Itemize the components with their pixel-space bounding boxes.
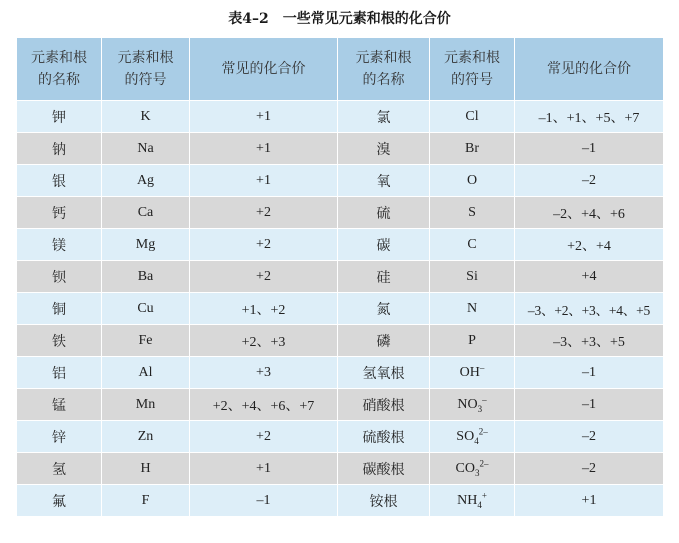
table-body (17, 101, 664, 517)
element-valence: +2、+4 (515, 229, 664, 261)
header-name: 元素和根 的名称 (17, 38, 102, 101)
element-valence: –3、+3、+5 (515, 325, 664, 357)
element-name: 氢氧根 (338, 357, 430, 389)
element-symbol: Ca (102, 197, 190, 229)
symbol-base: Br (465, 140, 479, 156)
table-row (17, 389, 664, 421)
element-symbol: Al (102, 357, 190, 389)
element-valence: +1 (515, 485, 664, 517)
element-name: 氟 (17, 485, 102, 517)
element-symbol: Zn (102, 421, 190, 453)
element-name: 钠 (17, 133, 102, 165)
element-symbol: K (102, 101, 190, 133)
element-valence: –2 (515, 453, 664, 485)
table-row (17, 197, 664, 229)
element-symbol (430, 485, 515, 517)
element-name: 氧 (338, 165, 430, 197)
element-name: 碳 (338, 229, 430, 261)
symbol-base: Cl (465, 108, 479, 124)
symbol-base: O (466, 172, 478, 188)
table-row (17, 165, 664, 197)
table-row (17, 261, 664, 293)
element-name: 氯 (338, 101, 430, 133)
element-name: 铜 (17, 293, 102, 325)
symbol-base: S (468, 204, 476, 220)
element-symbol: H (102, 453, 190, 485)
element-symbol: Mn (102, 389, 190, 421)
symbol-superscript: 2– (478, 425, 488, 436)
table-title: 一些常见元素和根的化合价 (282, 11, 451, 27)
element-valence: +2 (190, 229, 338, 261)
element-symbol (430, 357, 515, 389)
element-valence: –2 (515, 165, 664, 197)
element-valence: +1 (190, 165, 338, 197)
table-row (17, 101, 664, 133)
header-valence: 常见的化合价 (515, 38, 664, 101)
symbol-base: N (466, 300, 478, 316)
table-row (17, 421, 664, 453)
element-name: 银 (17, 165, 102, 197)
symbol-superscript: – (479, 361, 485, 372)
symbol-base: Si (466, 268, 478, 284)
element-symbol (430, 133, 515, 165)
table-row (17, 133, 664, 165)
table-row (17, 325, 664, 357)
element-valence: +2 (190, 261, 338, 293)
table-row (17, 357, 664, 389)
element-symbol: Fe (102, 325, 190, 357)
symbol-base: NO (457, 396, 478, 412)
element-symbol (430, 261, 515, 293)
element-valence: –1 (515, 133, 664, 165)
element-valence: +1 (190, 453, 338, 485)
element-valence: +1 (190, 101, 338, 133)
element-valence: +2 (190, 421, 338, 453)
element-name: 硅 (338, 261, 430, 293)
header-valence: 常见的化合价 (190, 38, 338, 101)
symbol-superscript: – (482, 393, 487, 404)
header-symbol: 元素和根 的符号 (430, 38, 515, 101)
element-name: 硫 (338, 197, 430, 229)
element-symbol (430, 197, 515, 229)
element-symbol (430, 453, 515, 485)
symbol-subscript: 4 (477, 499, 482, 510)
element-symbol: F (102, 485, 190, 517)
element-name: 硫酸根 (338, 421, 430, 453)
valence-table (16, 37, 664, 517)
symbol-base: OH (459, 364, 480, 380)
element-valence: –2 (515, 421, 664, 453)
table-row (17, 453, 664, 485)
element-name: 钙 (17, 197, 102, 229)
element-name: 镁 (17, 229, 102, 261)
table-caption (0, 8, 679, 28)
element-name: 磷 (338, 325, 430, 357)
symbol-subscript: 3 (474, 467, 480, 478)
header-symbol: 元素和根 的符号 (102, 38, 190, 101)
element-valence: –1 (515, 357, 664, 389)
element-symbol (430, 165, 515, 197)
element-symbol: Mg (102, 229, 190, 261)
element-symbol (430, 229, 515, 261)
element-symbol: Cu (102, 293, 190, 325)
element-name: 钡 (17, 261, 102, 293)
element-valence: –1、+1、+5、+7 (515, 101, 664, 133)
element-name: 氢 (17, 453, 102, 485)
symbol-base: SO (456, 428, 475, 444)
element-valence: –1 (515, 389, 664, 421)
element-name: 氮 (338, 293, 430, 325)
symbol-superscript: + (481, 489, 487, 500)
element-symbol: Ba (102, 261, 190, 293)
header-name: 元素和根 的名称 (338, 38, 430, 101)
element-name: 硝酸根 (338, 389, 430, 421)
element-valence: –3、+2、+3、+4、+5 (515, 293, 664, 325)
element-valence: +2、+4、+6、+7 (190, 389, 338, 421)
element-symbol (430, 101, 515, 133)
element-valence: +1 (190, 133, 338, 165)
element-valence: +3 (190, 357, 338, 389)
element-symbol (430, 389, 515, 421)
element-name: 钾 (17, 101, 102, 133)
element-valence: –2、+4、+6 (515, 197, 664, 229)
element-valence: +1、+2 (190, 293, 338, 325)
element-name: 锰 (17, 389, 102, 421)
element-symbol (430, 325, 515, 357)
symbol-superscript: 2– (479, 457, 489, 468)
table-row (17, 485, 664, 517)
table-number: 表4–2 (228, 11, 269, 27)
element-name: 锌 (17, 421, 102, 453)
element-name: 铵根 (338, 485, 430, 517)
element-valence: +2、+3 (190, 325, 338, 357)
element-name: 铁 (17, 325, 102, 357)
element-name: 铝 (17, 357, 102, 389)
element-symbol (430, 293, 515, 325)
table-row (17, 293, 664, 325)
symbol-subscript: 3 (477, 403, 483, 414)
element-name: 碳酸根 (338, 453, 430, 485)
table-row (17, 229, 664, 261)
element-valence: –1 (190, 485, 338, 517)
table-header-row (17, 38, 664, 101)
symbol-base: P (468, 332, 476, 348)
element-valence: +4 (515, 261, 664, 293)
element-symbol: Na (102, 133, 190, 165)
symbol-base: NH (457, 492, 478, 508)
symbol-subscript: 4 (474, 435, 479, 446)
element-valence: +2 (190, 197, 338, 229)
symbol-base: C (467, 236, 477, 252)
element-name: 溴 (338, 133, 430, 165)
symbol-base: CO (455, 460, 475, 476)
element-symbol (430, 421, 515, 453)
element-symbol: Ag (102, 165, 190, 197)
